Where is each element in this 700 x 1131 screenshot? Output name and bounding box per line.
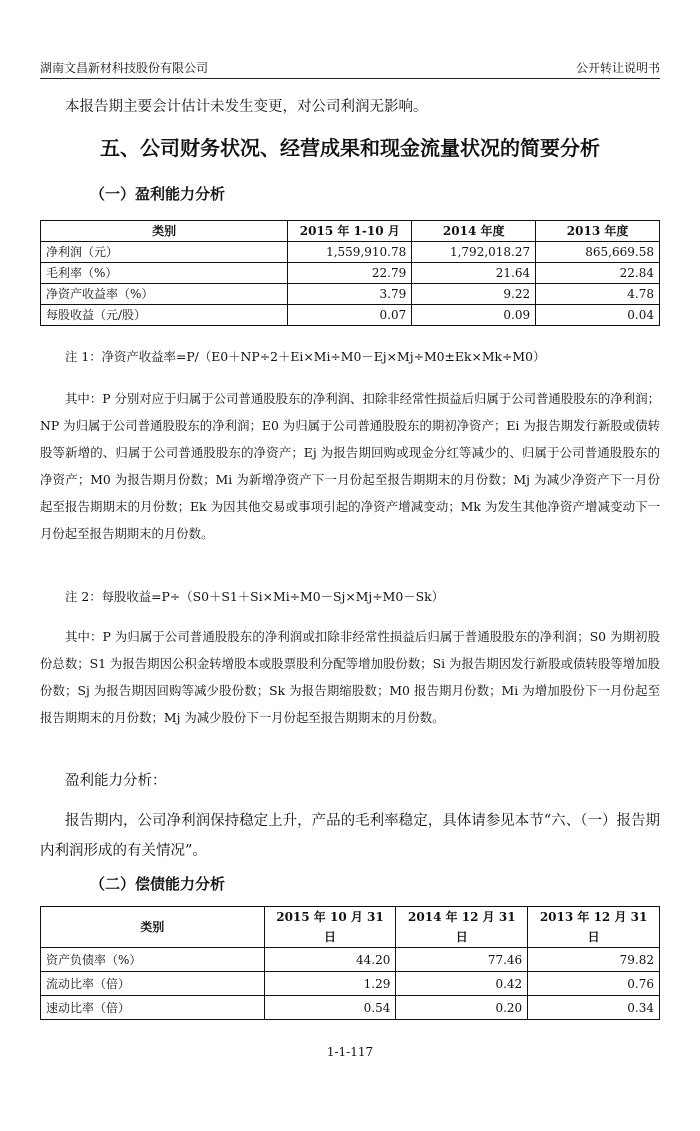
section-title: 五、公司财务状况、经营成果和现金流量状况的简要分析 (100, 136, 600, 160)
document-type: 公开转让说明书 (575, 61, 660, 75)
cell-value: 0.07 (288, 305, 412, 326)
cell-value: 0.04 (536, 305, 660, 326)
row-label: 资产负债率（%） (41, 948, 265, 972)
cell-value: 44.20 (264, 948, 396, 972)
cell-value: 0.09 (412, 305, 536, 326)
cell-value: 0.20 (396, 996, 528, 1020)
note-2: 注 2：每股收益=P÷（S0＋S1＋Si×Mi÷M0－Sj×Mj÷M0－Sk） (65, 589, 444, 604)
cell-value: 9.22 (412, 284, 536, 305)
cell-value: 1.29 (264, 972, 396, 996)
column-header: 2015 年 10 月 31 日 (264, 907, 396, 948)
table-row (41, 948, 660, 972)
profit-heading: （一）盈利能力分析 (90, 185, 226, 203)
column-header: 2014 年 12 月 31 日 (396, 907, 528, 948)
cell-value: 21.64 (412, 263, 536, 284)
table-row (41, 242, 660, 263)
profit-table (40, 220, 660, 326)
note-1-explanation: 其中：P 分别对应于归属于公司普通股股东的净利润、扣除非经常性损益后归属于公司普通股股东的净利润；NP 为归属于公司普通股股东的净利润；E0 为归属于公司普通股股东的期初净资产；Ei 为报告期发行新股或债转股等新增的、归属于公司普通股股东的净资产；Ej 为报告期回购或现金分红等减少的、归属于公司普通股股东的净资产；M0 为报告期月份数；Mi 为新增净资产下一月份起至报告期期末的月份数；Mj 为减少净资产下一月份起至报告期期末的月份数；Ek 为因其他交易或事项引起的净资产增减变动；Mk 为发生其他净资产增减变动下一月份起至报告期期末的月份数。 (40, 391, 660, 541)
cell-value: 3.79 (288, 284, 412, 305)
table-row (41, 284, 660, 305)
debt-heading: （二）偿债能力分析 (90, 875, 226, 893)
cell-value: 1,559,910.78 (288, 242, 412, 263)
cell-value: 1,792,018.27 (412, 242, 536, 263)
table-row (41, 972, 660, 996)
table-header-row (41, 907, 660, 948)
cell-value: 0.34 (528, 996, 660, 1020)
note-2-explanation: 其中：P 为归属于公司普通股股东的净利润或扣除非经常性损益后归属于普通股股东的净利润；S0 为期初股份总数；S1 为报告期因公积金转增股本或股票股利分配等增加股份数；Si 为报告期因发行新股或债转股等增加股份数；Sj 为报告期因回购等减少股份数；Sk 为报告期缩股数；M0 报告期月份数；Mi 为增加股份下一月份起至报告期期末的月份数；Mj 为减少股份下一月份起至报告期期末的月份数。 (40, 629, 660, 725)
table-row (41, 263, 660, 284)
column-header: 2013 年度 (536, 221, 660, 242)
debt-table (40, 906, 660, 1020)
page-header (40, 56, 660, 79)
cell-value: 0.54 (264, 996, 396, 1020)
table-row (41, 305, 660, 326)
cell-value: 4.78 (536, 284, 660, 305)
cell-value: 22.84 (536, 263, 660, 284)
row-label: 净利润（元） (41, 242, 288, 263)
intro-line: 本报告期主要会计估计未发生变更，对公司利润无影响。 (65, 99, 428, 115)
cell-value: 79.82 (528, 948, 660, 972)
cell-value: 865,669.58 (536, 242, 660, 263)
column-header: 类别 (41, 907, 265, 948)
row-label: 净资产收益率（%） (41, 284, 288, 305)
note-1: 注 1：净资产收益率=P/（E0＋NP÷2＋Ei×Mi÷M0－Ej×Mj÷M0±Ek×Mk÷M0） (65, 349, 546, 364)
row-label: 速动比率（倍） (41, 996, 265, 1020)
company-name: 湖南文昌新材科技股份有限公司 (40, 61, 209, 75)
column-header: 2013 年 12 月 31 日 (528, 907, 660, 948)
column-header: 2015 年 1-10 月 (288, 221, 412, 242)
cell-value: 22.79 (288, 263, 412, 284)
page-number: 1-1-117 (326, 1045, 374, 1059)
table-header-row (41, 221, 660, 242)
cell-value: 77.46 (396, 948, 528, 972)
column-header: 类别 (41, 221, 288, 242)
row-label: 毛利率（%） (41, 263, 288, 284)
analysis-text: 报告期内，公司净利润保持稳定上升，产品的毛利率稳定，具体请参见本节“六、（一）报告期内利润形成的有关情况”。 (40, 813, 660, 859)
cell-value: 0.76 (528, 972, 660, 996)
row-label: 流动比率（倍） (41, 972, 265, 996)
analysis-label: 盈利能力分析： (65, 773, 167, 789)
row-label: 每股收益（元/股） (41, 305, 288, 326)
column-header: 2014 年度 (412, 221, 536, 242)
cell-value: 0.42 (396, 972, 528, 996)
table-row (41, 996, 660, 1020)
